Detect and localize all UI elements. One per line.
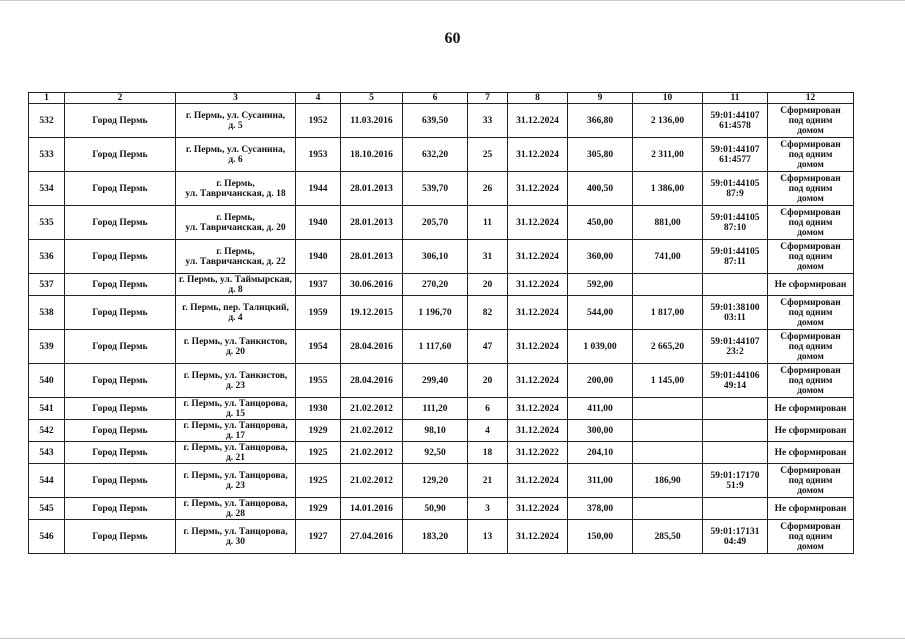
municipality-cell: Город Пермь — [65, 464, 176, 498]
address-cell-line: д. 30 — [225, 536, 246, 547]
land-status-cell — [768, 240, 854, 274]
land-status-cell-line: Сформирован — [780, 241, 841, 252]
recognition-date-cell: 21.02.2012 — [341, 398, 403, 420]
land-area-cell: 544,00 — [568, 296, 633, 330]
cadastral-number-cell-line: 59:01:17131 — [710, 526, 760, 537]
residents-cell: 47 — [468, 330, 508, 364]
cadastral-number-cell — [703, 498, 768, 520]
area-cell: 299,40 — [403, 364, 468, 398]
plot-area-cell: 2 136,00 — [633, 104, 703, 138]
land-status-cell-line: Сформирован — [780, 173, 841, 184]
cadastral-number-cell-line: 59:01:44107 — [710, 336, 760, 347]
land-status-cell-line: Сформирован — [780, 331, 841, 342]
recognition-date-cell: 21.02.2012 — [341, 442, 403, 464]
land-status-cell-line: домом — [797, 227, 824, 238]
land-status-cell — [768, 520, 854, 554]
land-status-cell-line: под одним — [788, 251, 833, 262]
land-status-cell-line: домом — [797, 385, 824, 396]
address-cell-line: д. 17 — [225, 430, 246, 441]
land-status-cell-line: Сформирован — [780, 365, 841, 376]
address-cell-line: ул. Тавричанская, д. 18 — [185, 188, 286, 199]
recognition-date-cell: 28.04.2016 — [341, 364, 403, 398]
build-year-cell: 1953 — [296, 138, 341, 172]
municipality-cell: Город Пермь — [65, 274, 176, 296]
address-cell-line: г. Пермь, ул. Сусанина, — [185, 144, 286, 155]
build-year-cell: 1952 — [296, 104, 341, 138]
cadastral-number-cell — [703, 442, 768, 464]
deadline-cell: 31.12.2022 — [508, 442, 568, 464]
area-cell: 270,20 — [403, 274, 468, 296]
cadastral-number-cell-line: 61:4578 — [719, 120, 751, 131]
residents-cell: 20 — [468, 364, 508, 398]
address-cell-line: ул. Тавричанская, д. 20 — [185, 222, 286, 233]
residents-cell: 4 — [468, 420, 508, 442]
land-area-cell: 450,00 — [568, 206, 633, 240]
address-cell-line: д. 5 — [228, 120, 243, 131]
land-area-cell: 400,50 — [568, 172, 633, 206]
deadline-cell: 31.12.2024 — [508, 296, 568, 330]
residents-cell: 20 — [468, 274, 508, 296]
recognition-date-cell: 27.04.2016 — [341, 520, 403, 554]
deadline-cell: 31.12.2024 — [508, 364, 568, 398]
cadastral-number-cell-line: 59:01:17170 — [710, 470, 760, 481]
address-cell-line: д. 6 — [228, 154, 243, 165]
area-cell: 92,50 — [403, 442, 468, 464]
row-number: 537 — [29, 274, 65, 296]
address-cell-line: г. Пермь, ул. Танкистов, — [183, 370, 288, 381]
area-cell: 639,50 — [403, 104, 468, 138]
deadline-cell: 31.12.2024 — [508, 172, 568, 206]
cadastral-number-cell — [703, 138, 768, 172]
area-cell: 1 196,70 — [403, 296, 468, 330]
land-area-cell: 366,80 — [568, 104, 633, 138]
plot-area-cell: 881,00 — [633, 206, 703, 240]
column-header-9: 9 — [568, 93, 633, 104]
deadline-cell: 31.12.2024 — [508, 420, 568, 442]
land-status-cell-line: под одним — [788, 531, 833, 542]
land-status-cell-line: Не сформирован — [774, 403, 847, 414]
deadline-cell: 31.12.2024 — [508, 330, 568, 364]
land-area-cell: 305,80 — [568, 138, 633, 172]
plot-area-cell: 1 145,00 — [633, 364, 703, 398]
table-row — [29, 240, 854, 274]
cadastral-number-cell-line: 23:2 — [726, 346, 744, 357]
address-cell-line: г. Пермь, — [216, 212, 255, 223]
municipality-cell: Город Пермь — [65, 520, 176, 554]
land-status-cell — [768, 464, 854, 498]
address-cell-line: д. 28 — [225, 508, 246, 519]
build-year-cell: 1937 — [296, 274, 341, 296]
build-year-cell: 1929 — [296, 498, 341, 520]
build-year-cell: 1954 — [296, 330, 341, 364]
land-status-cell-line: домом — [797, 193, 824, 204]
page-number: 60 — [444, 30, 461, 47]
address-cell — [176, 274, 296, 296]
land-status-cell — [768, 398, 854, 420]
deadline-cell: 31.12.2024 — [508, 464, 568, 498]
land-status-cell — [768, 104, 854, 138]
address-cell-line: д. 20 — [225, 346, 246, 357]
column-header-7: 7 — [468, 93, 508, 104]
municipality-cell: Город Пермь — [65, 330, 176, 364]
recognition-date-cell: 28.01.2013 — [341, 240, 403, 274]
plot-area-cell: 741,00 — [633, 240, 703, 274]
address-cell-line: г. Пермь, пер. Талицкий, — [182, 302, 289, 313]
address-cell — [176, 442, 296, 464]
table-row — [29, 330, 854, 364]
deadline-cell: 31.12.2024 — [508, 498, 568, 520]
municipality-cell: Город Пермь — [65, 104, 176, 138]
recognition-date-cell: 28.01.2013 — [341, 206, 403, 240]
build-year-cell: 1959 — [296, 296, 341, 330]
row-number: 533 — [29, 138, 65, 172]
cadastral-number-cell-line: 04:49 — [723, 536, 747, 547]
table-row — [29, 138, 854, 172]
row-number: 538 — [29, 296, 65, 330]
cadastral-number-cell-line: 87:11 — [724, 256, 746, 267]
land-status-cell-line: под одним — [788, 149, 833, 160]
address-cell-line: г. Пермь, — [216, 178, 255, 189]
area-cell: 306,10 — [403, 240, 468, 274]
cadastral-number-cell-line: 03:11 — [724, 312, 746, 323]
residents-cell: 3 — [468, 498, 508, 520]
cadastral-number-cell — [703, 274, 768, 296]
column-header-1: 1 — [29, 93, 65, 104]
cadastral-number-cell-line: 59:01:44105 — [710, 246, 760, 257]
column-number-row — [29, 93, 854, 104]
land-status-cell-line: Не сформирован — [774, 447, 847, 458]
area-cell: 1 117,60 — [403, 330, 468, 364]
land-status-cell — [768, 274, 854, 296]
municipality-cell: Город Пермь — [65, 442, 176, 464]
build-year-cell: 1925 — [296, 464, 341, 498]
cadastral-number-cell — [703, 206, 768, 240]
land-status-cell — [768, 172, 854, 206]
land-status-cell-line: домом — [797, 125, 824, 136]
land-status-cell-line: под одним — [788, 475, 833, 486]
build-year-cell: 1927 — [296, 520, 341, 554]
land-area-cell: 300,00 — [568, 420, 633, 442]
cadastral-number-cell-line: 49:14 — [723, 380, 747, 391]
address-cell — [176, 104, 296, 138]
plot-area-cell — [633, 274, 703, 296]
cadastral-number-cell — [703, 364, 768, 398]
land-area-cell: 411,00 — [568, 398, 633, 420]
land-status-cell-line: под одним — [788, 217, 833, 228]
area-cell: 183,20 — [403, 520, 468, 554]
residents-cell: 33 — [468, 104, 508, 138]
area-cell: 205,70 — [403, 206, 468, 240]
address-cell-line: г. Пермь, ул. Танкистов, — [183, 336, 288, 347]
cadastral-number-cell-line: 59:01:44105 — [710, 178, 760, 189]
row-number: 543 — [29, 442, 65, 464]
scan-bottom-rule — [0, 638, 905, 639]
deadline-cell: 31.12.2024 — [508, 240, 568, 274]
recognition-date-cell: 30.06.2016 — [341, 274, 403, 296]
cadastral-number-cell-line: 59:01:44107 — [710, 144, 760, 155]
residents-cell: 31 — [468, 240, 508, 274]
column-header-3: 3 — [176, 93, 296, 104]
row-number: 541 — [29, 398, 65, 420]
plot-area-cell: 1 386,00 — [633, 172, 703, 206]
table-row — [29, 420, 854, 442]
row-number: 536 — [29, 240, 65, 274]
municipality-cell: Город Пермь — [65, 138, 176, 172]
column-header-12: 12 — [768, 93, 854, 104]
row-number: 535 — [29, 206, 65, 240]
land-status-cell-line: домом — [797, 159, 824, 170]
address-cell-line: д. 8 — [228, 284, 243, 295]
municipality-cell: Город Пермь — [65, 420, 176, 442]
row-number: 546 — [29, 520, 65, 554]
row-number: 542 — [29, 420, 65, 442]
recognition-date-cell: 19.12.2015 — [341, 296, 403, 330]
table-row — [29, 104, 854, 138]
address-cell — [176, 240, 296, 274]
column-header-10: 10 — [633, 93, 703, 104]
plot-area-cell: 2 665,20 — [633, 330, 703, 364]
table-row — [29, 398, 854, 420]
plot-area-cell: 1 817,00 — [633, 296, 703, 330]
row-number: 544 — [29, 464, 65, 498]
plot-area-cell — [633, 498, 703, 520]
table-row — [29, 442, 854, 464]
plot-area-cell: 186,90 — [633, 464, 703, 498]
housing-register-table — [28, 92, 854, 554]
plot-area-cell — [633, 398, 703, 420]
row-number: 540 — [29, 364, 65, 398]
land-area-cell: 378,00 — [568, 498, 633, 520]
land-status-cell-line: домом — [797, 541, 824, 552]
build-year-cell: 1944 — [296, 172, 341, 206]
recognition-date-cell: 18.10.2016 — [341, 138, 403, 172]
deadline-cell: 31.12.2024 — [508, 520, 568, 554]
address-cell — [176, 206, 296, 240]
residents-cell: 11 — [468, 206, 508, 240]
address-cell-line: д. 15 — [225, 408, 246, 419]
table-row — [29, 364, 854, 398]
build-year-cell: 1930 — [296, 398, 341, 420]
area-cell: 50,90 — [403, 498, 468, 520]
table-row — [29, 274, 854, 296]
address-cell-line: г. Пермь, ул. Танцорова, — [183, 498, 288, 509]
column-header-6: 6 — [403, 93, 468, 104]
deadline-cell: 31.12.2024 — [508, 104, 568, 138]
land-status-cell — [768, 498, 854, 520]
deadline-cell: 31.12.2024 — [508, 274, 568, 296]
recognition-date-cell: 21.02.2012 — [341, 464, 403, 498]
recognition-date-cell: 21.02.2012 — [341, 420, 403, 442]
build-year-cell: 1940 — [296, 206, 341, 240]
area-cell: 129,20 — [403, 464, 468, 498]
land-status-cell — [768, 206, 854, 240]
plot-area-cell — [633, 420, 703, 442]
plot-area-cell — [633, 442, 703, 464]
address-cell — [176, 138, 296, 172]
address-cell — [176, 420, 296, 442]
address-cell-line: ул. Тавричанская, д. 22 — [185, 256, 286, 267]
cadastral-number-cell-line: 61:4577 — [719, 154, 751, 165]
address-cell — [176, 520, 296, 554]
land-status-cell — [768, 364, 854, 398]
cadastral-number-cell — [703, 398, 768, 420]
land-status-cell — [768, 330, 854, 364]
municipality-cell: Город Пермь — [65, 364, 176, 398]
land-status-cell — [768, 442, 854, 464]
land-status-cell — [768, 138, 854, 172]
cadastral-number-cell — [703, 240, 768, 274]
deadline-cell: 31.12.2024 — [508, 138, 568, 172]
land-area-cell: 592,00 — [568, 274, 633, 296]
area-cell: 632,20 — [403, 138, 468, 172]
municipality-cell: Город Пермь — [65, 398, 176, 420]
address-cell — [176, 330, 296, 364]
cadastral-number-cell — [703, 172, 768, 206]
cadastral-number-cell — [703, 104, 768, 138]
address-cell — [176, 296, 296, 330]
cadastral-number-cell — [703, 520, 768, 554]
column-header-2: 2 — [65, 93, 176, 104]
table-row — [29, 498, 854, 520]
address-cell — [176, 464, 296, 498]
scan-top-rule — [0, 0, 905, 1]
cadastral-number-cell — [703, 420, 768, 442]
build-year-cell: 1929 — [296, 420, 341, 442]
land-status-cell-line: под одним — [788, 341, 833, 352]
cadastral-number-cell-line: 87:10 — [723, 222, 747, 233]
plot-area-cell: 2 311,00 — [633, 138, 703, 172]
area-cell: 539,70 — [403, 172, 468, 206]
address-cell-line: д. 4 — [228, 312, 243, 323]
row-number: 532 — [29, 104, 65, 138]
address-cell-line: г. Пермь, ул. Танцорова, — [183, 398, 288, 409]
land-status-cell-line: Сформирован — [780, 465, 841, 476]
land-status-cell-line: Сформирован — [780, 139, 841, 150]
municipality-cell: Город Пермь — [65, 240, 176, 274]
land-status-cell-line: Не сформирован — [774, 425, 847, 436]
cadastral-number-cell — [703, 330, 768, 364]
table-row — [29, 520, 854, 554]
land-status-cell — [768, 296, 854, 330]
table-body — [29, 104, 854, 554]
address-cell — [176, 172, 296, 206]
column-header-4: 4 — [296, 93, 341, 104]
column-header-5: 5 — [341, 93, 403, 104]
table-row — [29, 296, 854, 330]
address-cell-line: г. Пермь, — [216, 246, 255, 257]
cadastral-number-cell-line: 59:01:44107 — [710, 110, 760, 121]
deadline-cell: 31.12.2024 — [508, 398, 568, 420]
cadastral-number-cell — [703, 464, 768, 498]
residents-cell: 82 — [468, 296, 508, 330]
residents-cell: 26 — [468, 172, 508, 206]
land-area-cell: 150,00 — [568, 520, 633, 554]
address-cell-line: д. 23 — [225, 380, 246, 391]
residents-cell: 13 — [468, 520, 508, 554]
address-cell-line: г. Пермь, ул. Танцорова, — [183, 420, 288, 431]
cadastral-number-cell-line: 51:9 — [726, 480, 744, 491]
address-cell — [176, 398, 296, 420]
residents-cell: 6 — [468, 398, 508, 420]
municipality-cell: Город Пермь — [65, 296, 176, 330]
address-cell-line: д. 23 — [225, 480, 246, 491]
land-status-cell-line: домом — [797, 317, 824, 328]
land-area-cell: 360,00 — [568, 240, 633, 274]
build-year-cell: 1955 — [296, 364, 341, 398]
land-status-cell-line: Сформирован — [780, 297, 841, 308]
residents-cell: 18 — [468, 442, 508, 464]
recognition-date-cell: 14.01.2016 — [341, 498, 403, 520]
recognition-date-cell: 28.04.2016 — [341, 330, 403, 364]
build-year-cell: 1940 — [296, 240, 341, 274]
land-status-cell-line: Сформирован — [780, 207, 841, 218]
land-area-cell: 311,00 — [568, 464, 633, 498]
address-cell-line: г. Пермь, ул. Танцорова, — [183, 526, 288, 537]
row-number: 539 — [29, 330, 65, 364]
recognition-date-cell: 28.01.2013 — [341, 172, 403, 206]
table-row — [29, 464, 854, 498]
address-cell-line: г. Пермь, ул. Сусанина, — [185, 110, 286, 121]
column-header-8: 8 — [508, 93, 568, 104]
municipality-cell: Город Пермь — [65, 172, 176, 206]
land-status-cell-line: Не сформирован — [774, 503, 847, 514]
land-status-cell-line: Не сформирован — [774, 279, 847, 290]
cadastral-number-cell — [703, 296, 768, 330]
address-cell-line: г. Пермь, ул. Таймырская, — [179, 274, 292, 285]
build-year-cell: 1925 — [296, 442, 341, 464]
area-cell: 111,20 — [403, 398, 468, 420]
land-status-cell-line: под одним — [788, 375, 833, 386]
address-cell — [176, 498, 296, 520]
cadastral-number-cell-line: 59:01:44105 — [710, 212, 760, 223]
land-status-cell-line: Сформирован — [780, 105, 841, 116]
land-status-cell-line: под одним — [788, 115, 833, 126]
land-status-cell-line: Сформирован — [780, 521, 841, 532]
address-cell-line: г. Пермь, ул. Танцорова, — [183, 442, 288, 453]
municipality-cell: Город Пермь — [65, 206, 176, 240]
address-cell — [176, 364, 296, 398]
cadastral-number-cell-line: 87:9 — [726, 188, 744, 199]
deadline-cell: 31.12.2024 — [508, 206, 568, 240]
row-number: 534 — [29, 172, 65, 206]
address-cell-line: г. Пермь, ул. Танцорова, — [183, 470, 288, 481]
column-header-11: 11 — [703, 93, 768, 104]
cadastral-number-cell-line: 59:01:38100 — [710, 302, 760, 313]
land-status-cell-line: домом — [797, 485, 824, 496]
table-row — [29, 172, 854, 206]
land-status-cell-line: домом — [797, 261, 824, 272]
land-area-cell: 1 039,00 — [568, 330, 633, 364]
area-cell: 98,10 — [403, 420, 468, 442]
municipality-cell: Город Пермь — [65, 498, 176, 520]
plot-area-cell: 285,50 — [633, 520, 703, 554]
land-status-cell-line: под одним — [788, 307, 833, 318]
land-status-cell — [768, 420, 854, 442]
address-cell-line: д. 21 — [225, 452, 246, 463]
residents-cell: 25 — [468, 138, 508, 172]
cadastral-number-cell-line: 59:01:44106 — [710, 370, 760, 381]
land-status-cell-line: под одним — [788, 183, 833, 194]
land-area-cell: 204,10 — [568, 442, 633, 464]
recognition-date-cell: 11.03.2016 — [341, 104, 403, 138]
land-status-cell-line: домом — [797, 351, 824, 362]
land-area-cell: 200,00 — [568, 364, 633, 398]
residents-cell: 21 — [468, 464, 508, 498]
row-number: 545 — [29, 498, 65, 520]
table-row — [29, 206, 854, 240]
